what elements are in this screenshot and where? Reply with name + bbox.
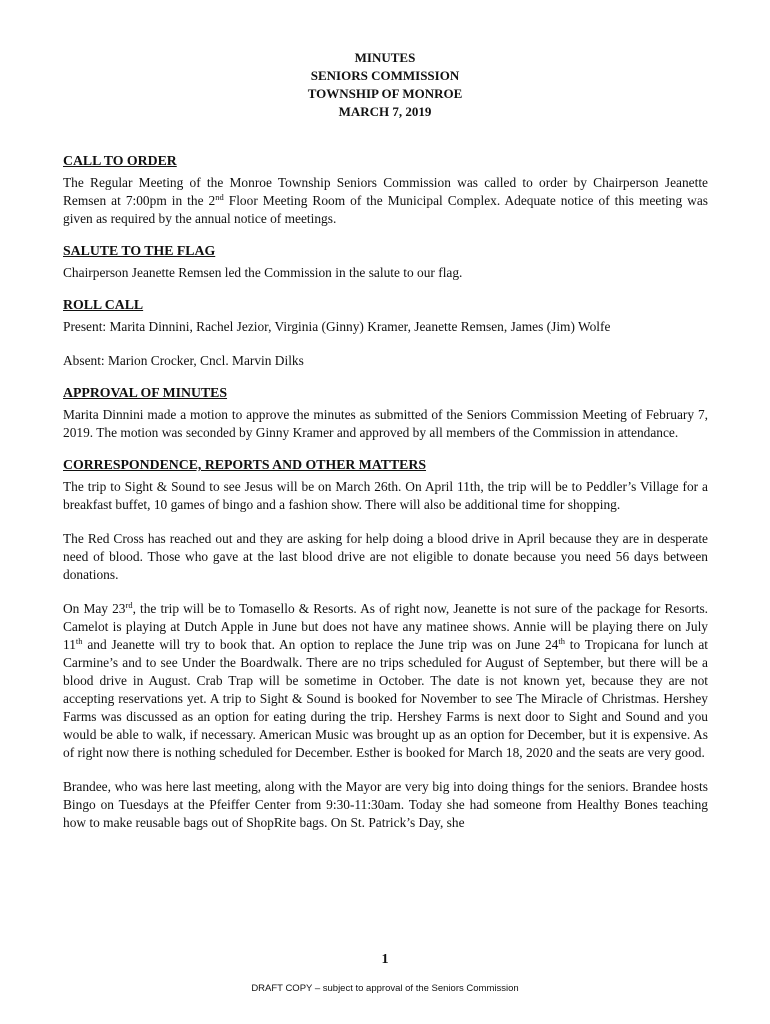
page-number: 1 (381, 952, 389, 967)
text-run: , the trip will be to Tomasello & Resorts. As of right now, Jeanette is not sure of the package for Resorts. Camelot is playing at Dutch Apple in June but does not have any matinee shows. Annie will be playing there on July 11 (63, 601, 709, 652)
superscript: th (558, 636, 565, 646)
text-run: Floor Meeting Room of the Municipal Complex. Adequate notice of this meeting was given as required by the annual notice of meetings. (63, 193, 708, 226)
section-paragraph (63, 600, 708, 762)
section-heading: CORRESPONDENCE, REPORTS AND OTHER MATTERS (63, 457, 427, 472)
header-organization: SENIORS COMMISSION (310, 68, 460, 83)
document-header (0, 49, 770, 121)
header-date: MARCH 7, 2019 (338, 104, 432, 119)
text-run: and Jeanette will try to book that. An option to replace the June trip was on June 24 (82, 637, 559, 652)
section-paragraph: Brandee, who was here last meeting, along with the Mayor are very big into doing things for the seniors. Brandee hosts Bingo on Tuesdays at the Pfeiffer Center from 9:30-11:30am. Today she had someone from Healthy Bones teaching how to make reusable bags out of ShopRite bags. On St. Patrick’s Day, she (63, 779, 708, 830)
section-heading: SALUTE TO THE FLAG (63, 243, 216, 258)
section-approval-of-minutes (63, 384, 708, 442)
text-run: to Tropicana for lunch at Carmine’s and to see Under the Boardwalk. There are no trips scheduled for August of September, but there will be a blood drive in August. Crab Trap will be sometime in October. The date is not known yet, because they are not accepting reservations yet. A trip to Sight & Sound is booked for November to see The Miracle of Christmas. Hershey Farms was discussed as an option for eating during the trip. Hershey Farms is next door to Sight and Sound and you would be able to walk, if necessary. American Music was brought up as an option for December, but it is expensive. As of right now there is nothing scheduled for December. Esther is booked for March 18, 2020 and the seats are very good. (63, 637, 708, 760)
text-run: On May 23 (63, 601, 126, 616)
superscript: rd (125, 600, 133, 610)
document-body (63, 152, 708, 846)
section-heading: ROLL CALL (63, 297, 144, 312)
absent-list: Absent: Marion Crocker, Cncl. Marvin Dilks (63, 353, 304, 368)
section-correspondence (63, 456, 708, 832)
superscript: th (75, 636, 83, 646)
section-paragraph: Marita Dinnini made a motion to approve the minutes as submitted of the Seniors Commission Meeting of February 7, 2019. The motion was seconded by Ginny Kramer and approved by all members of the Commission in attendance. (63, 407, 708, 440)
section-call-to-order (63, 152, 708, 228)
section-salute-to-flag (63, 242, 708, 282)
header-title: MINUTES (354, 50, 416, 65)
section-roll-call (63, 296, 708, 370)
text-run: The Regular Meeting of the Monroe Township Seniors Commission was called to order by Chairperson Jeanette Remsen at 7:00pm in the 2 (63, 175, 708, 208)
header-township: TOWNSHIP OF MONROE (307, 86, 463, 101)
superscript: nd (215, 192, 224, 202)
section-paragraph: The trip to Sight & Sound to see Jesus will be on March 26th. On April 11th, the trip will be to Peddler’s Village for a breakfast buffet, 10 games of bingo and a fashion show. There will also be additional time for shopping. (63, 479, 708, 512)
section-paragraph (63, 174, 708, 228)
section-paragraph: The Red Cross has reached out and they are asking for help doing a blood drive in April because they are in desperate need of blood. Those who gave at the last blood drive are not eligible to donate because you need 56 days between donations. (63, 531, 708, 582)
section-paragraph: Chairperson Jeanette Remsen led the Commission in the salute to our flag. (63, 265, 463, 280)
present-list: Present: Marita Dinnini, Rachel Jezior, Virginia (Ginny) Kramer, Jeanette Remsen, James (Jim) Wolfe (63, 319, 611, 334)
section-heading: CALL TO ORDER (63, 153, 177, 168)
draft-footer: DRAFT COPY – subject to approval of the Seniors Commission (251, 983, 519, 994)
section-heading: APPROVAL OF MINUTES (63, 385, 228, 400)
